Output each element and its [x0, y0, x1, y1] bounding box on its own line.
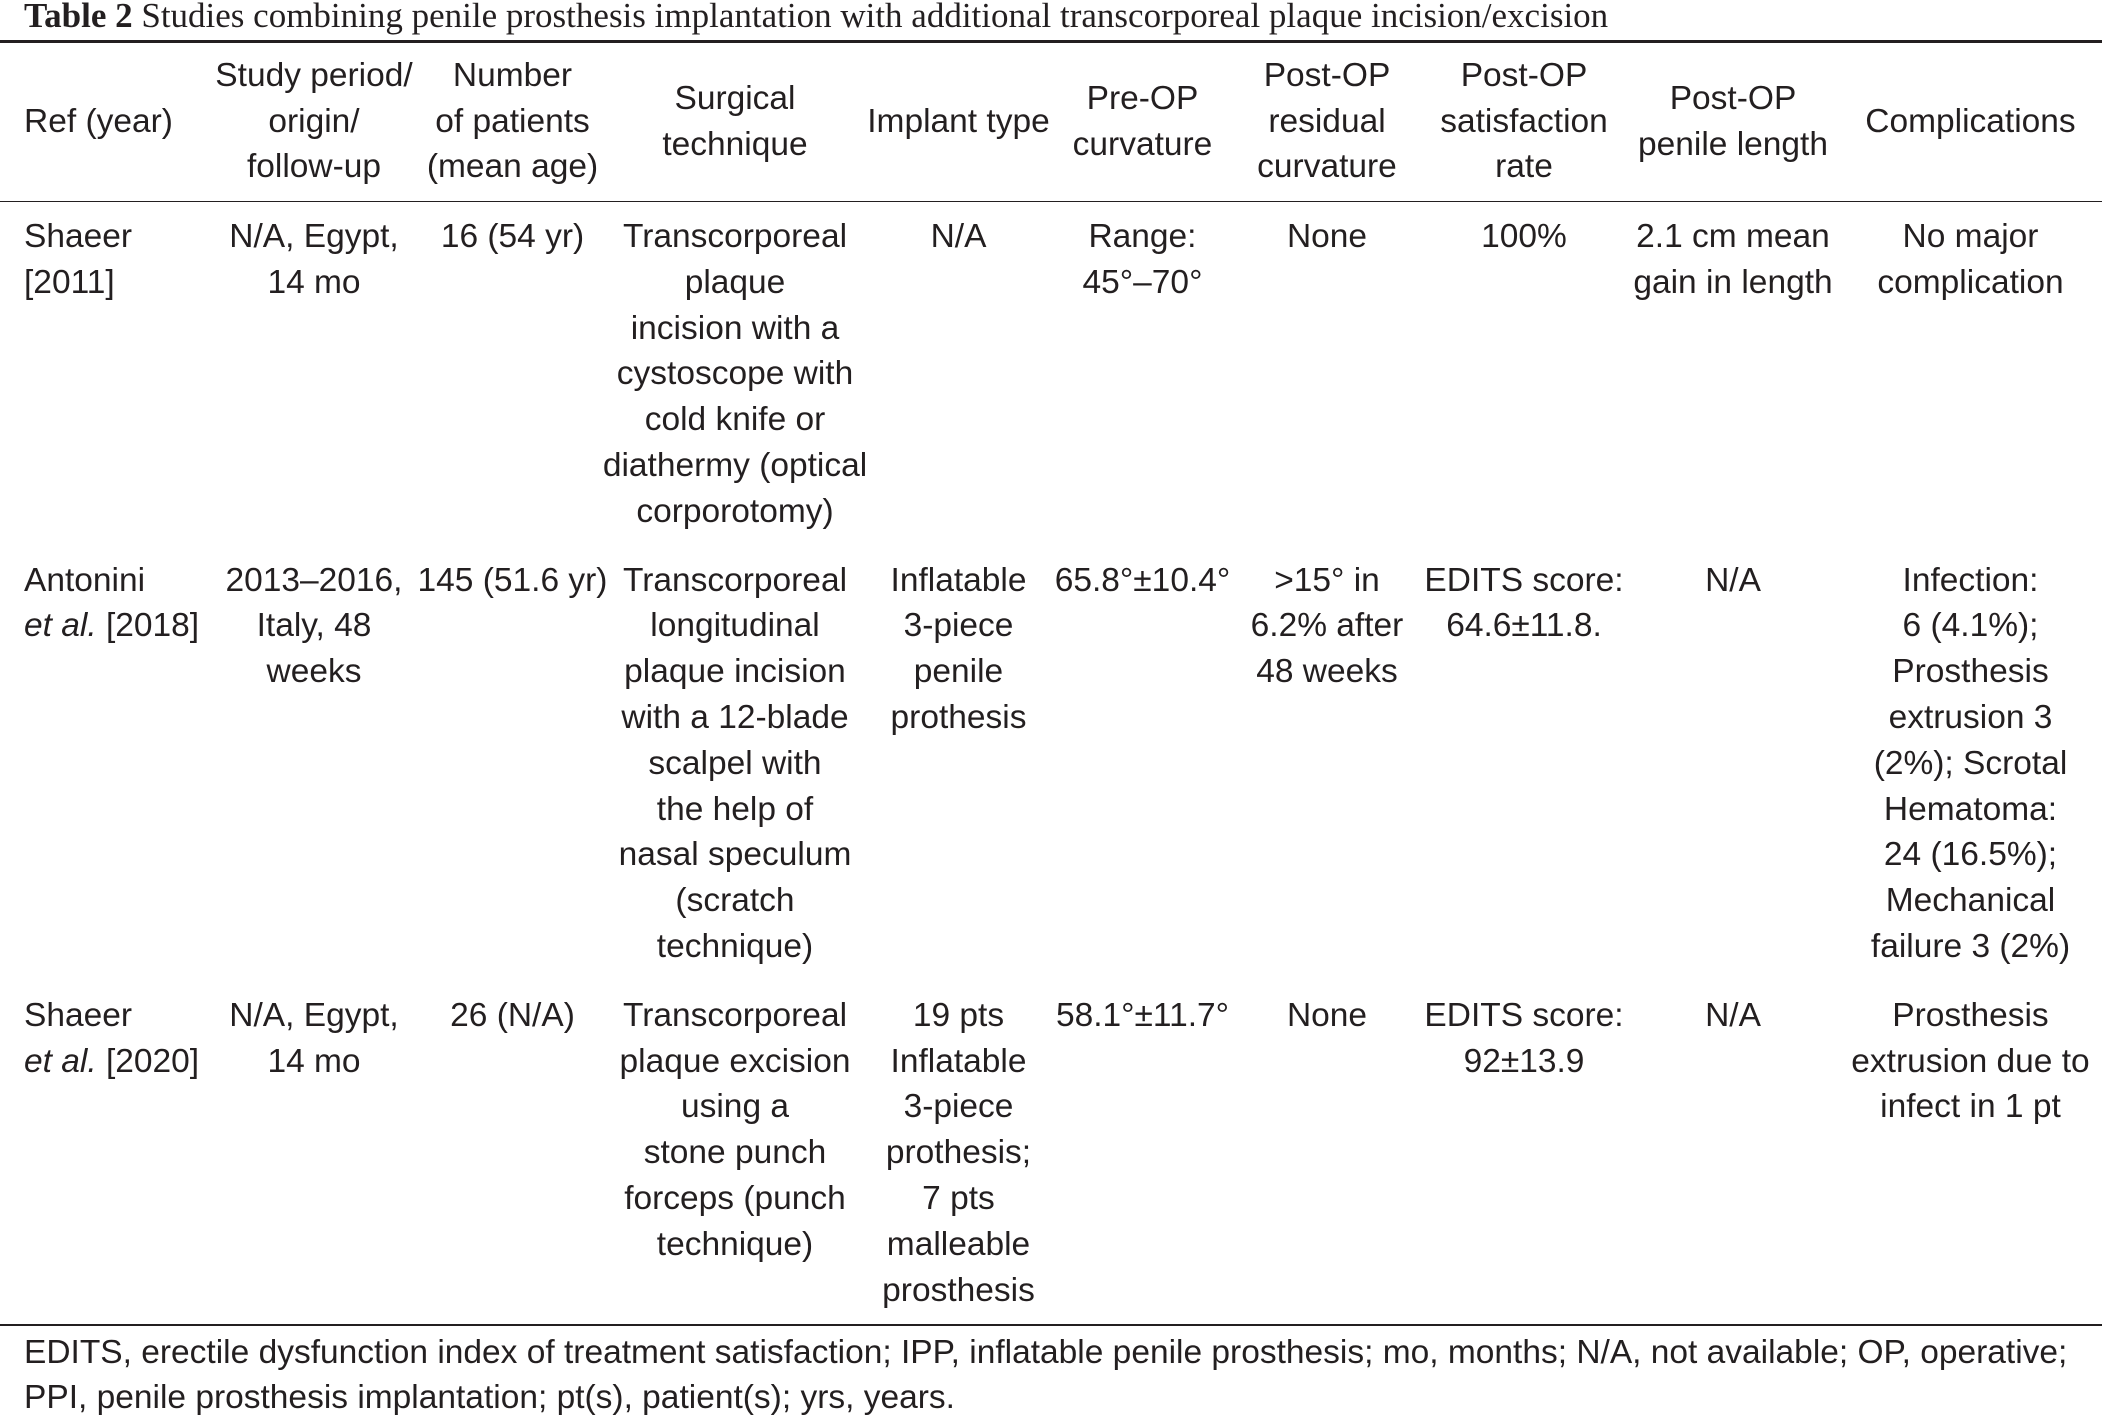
ref-cell [0, 993, 208, 1085]
ref-et-al: et al. [24, 1042, 97, 1080]
study-period-cell: N/A, Egypt, 14 mo [229, 218, 399, 301]
header-post-op-satisfaction-rate: Post-OP satisfaction rate [1440, 56, 1608, 186]
complications-cell: No major complication [1877, 218, 2064, 301]
header-ref-year: Ref (year) [24, 102, 173, 140]
table-header-row [0, 43, 2102, 201]
header-post-op-residual-curvature: Post-OP residual curvature [1257, 56, 1397, 186]
header-number-of-patients: Number of patients (mean age) [426, 56, 599, 186]
ref-citation-line [24, 603, 208, 649]
satisfaction-rate-cell: 100% [1481, 218, 1567, 255]
ref-author: Antonini [24, 561, 146, 599]
ref-citation-line [24, 1039, 208, 1085]
table-row [0, 980, 2102, 1324]
number-of-patients-cell: 26 (N/A) [450, 996, 575, 1034]
ref-year: [2018] [105, 607, 200, 645]
header-pre-op-curvature: Pre-OP curvature [1072, 79, 1213, 163]
surgical-technique-cell: Transcorporeal longitudinal plaque incision with a 12-blade scalpel with the help of nasal speculum (scratch technique) [618, 561, 852, 965]
table-caption [24, 0, 1608, 33]
pre-op-curvature-cell: Range: 45°–70° [1082, 218, 1203, 301]
penile-length-cell: 2.1 cm mean gain in length [1633, 218, 1833, 301]
study-period-cell: 2013–2016, Italy, 48 weeks [225, 561, 403, 691]
penile-length-cell: N/A [1705, 561, 1761, 599]
table-row [0, 201, 2102, 545]
satisfaction-rate-cell: EDITS score: 92±13.9 [1424, 996, 1624, 1080]
ref-cell [0, 214, 208, 306]
ref-year: [2020] [105, 1042, 200, 1080]
complications-cell: Infection: 6 (4.1%); Prosthesis extrusion 3 (2%); Scrotal Hematoma: 24 (16.5%); Mechanical failure 3 (2%) [1870, 561, 2071, 965]
header-surgical-technique: Surgical technique [662, 79, 808, 163]
header-study-period: Study period/ origin/ follow-up [215, 56, 413, 186]
satisfaction-rate-cell: EDITS score: 64.6±11.8. [1424, 561, 1624, 645]
residual-curvature-cell: >15° in 6.2% after 48 weeks [1250, 561, 1404, 691]
implant-type-cell: 19 pts Inflatable 3-piece prothesis; 7 pts malleable prosthesis [882, 996, 1035, 1309]
surgical-technique-cell: Transcorporeal plaque incision with a cystoscope with cold knife or diathermy (optical corporotomy) [602, 218, 868, 530]
study-period-cell: N/A, Egypt, 14 mo [229, 996, 399, 1080]
table-label: Table 2 [24, 0, 133, 35]
ref-cell [0, 558, 208, 650]
bottom-rule [0, 1324, 2102, 1326]
penile-length-cell: N/A [1705, 996, 1761, 1034]
residual-curvature-cell: None [1286, 996, 1368, 1034]
table-footnote: EDITS, erectile dysfunction index of treatment satisfaction; IPP, inflatable penile prosthesis; mo, months; N/A, not available; OP, operative; PPI, penile prosthesis implantation; pt(s), patient(s); yrs, years. [24, 1334, 2068, 1416]
ref-et-al: et al. [24, 607, 97, 645]
residual-curvature-cell: None [1286, 218, 1368, 255]
table-row [0, 545, 2102, 980]
number-of-patients-cell: 145 (51.6 yr) [417, 561, 608, 599]
header-implant-type: Implant type [867, 102, 1050, 140]
header-complications: Complications [1865, 102, 2076, 140]
ref-year: [2011] [24, 263, 115, 301]
ref-author: Shaeer [24, 218, 133, 255]
surgical-technique-cell: Transcorporeal plaque excision using a stone punch forceps (punch technique) [619, 996, 851, 1263]
pre-op-curvature-cell: 65.8°±10.4° [1054, 561, 1231, 599]
implant-type-cell: N/A [930, 218, 987, 255]
number-of-patients-cell: 16 (54 yr) [440, 218, 585, 255]
table-body [0, 201, 2102, 1323]
complications-cell: Prosthesis extrusion due to infect in 1 pt [1851, 996, 2090, 1126]
implant-type-cell: Inflatable 3-piece penile prothesis [890, 561, 1027, 736]
header-post-op-penile-length: Post-OP penile length [1638, 79, 1828, 163]
table-title: Studies combining penile prosthesis implantation with additional transcorporeal plaque incision/excision [141, 0, 1609, 35]
pre-op-curvature-cell: 58.1°±11.7° [1055, 996, 1230, 1034]
ref-author: Shaeer [24, 996, 133, 1034]
